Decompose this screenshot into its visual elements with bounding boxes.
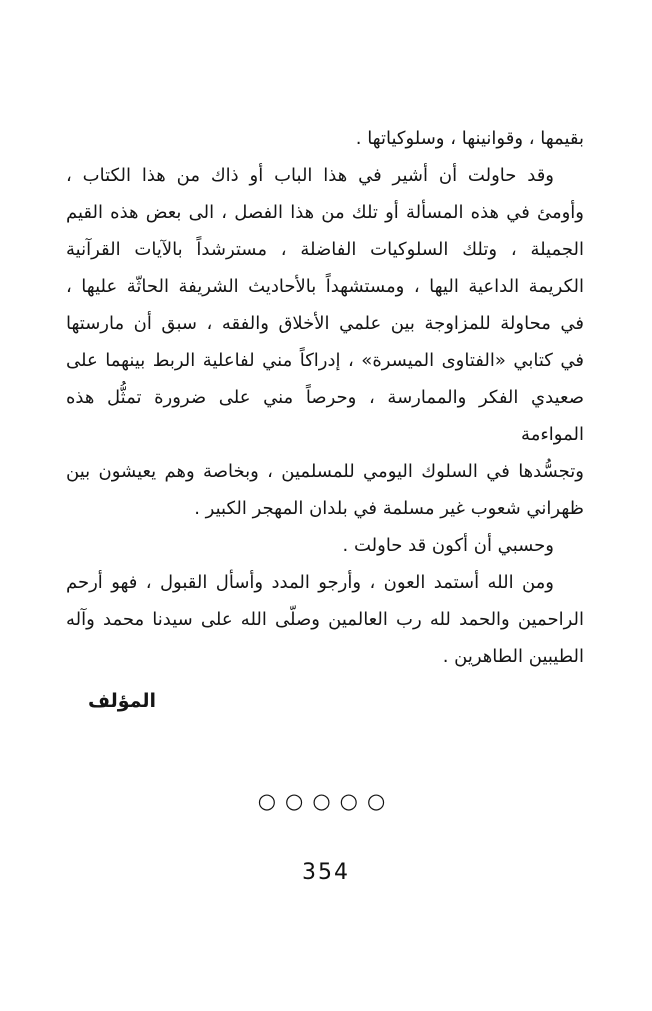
text-line: الكريمة الداعية اليها ، ومستشهداً بالأحاديث الشريفة الحاثّة عليها ، <box>66 276 584 297</box>
body-text <box>66 120 584 675</box>
ornament-circles: ○○○○○ <box>257 789 395 813</box>
text-line: في محاولة للمزاوجة بين علمي الأخلاق والفقه ، سبق أن مارستها <box>66 313 584 334</box>
text-line: صعيدي الفكر والممارسة ، وحرصاً مني على ضرورة تمثُّل هذه المواءمة <box>66 387 584 445</box>
text-line: الراحمين والحمد لله رب العالمين وصلّى الله على سيدنا محمد وآله <box>66 609 584 630</box>
author-signature: المؤلف <box>88 690 157 712</box>
text-line: الطيبين الطاهرين . <box>442 646 584 667</box>
text-line: في كتابي «الفتاوى الميسرة» ، إدراكاً مني لفاعلية الربط بينهما على <box>66 350 584 371</box>
paragraph-3 <box>66 527 584 564</box>
text-line: وحسبي أن أكون قد حاولت . <box>342 535 554 556</box>
page-number: 354 <box>302 860 350 885</box>
text-line: الجميلة ، وتلك السلوكيات الفاضلة ، مسترشداً بالآيات القرآنية <box>66 239 584 260</box>
text-line: وأومئ في هذه المسألة أو تلك من هذا الفصل ، الى بعض هذه القيم <box>66 202 584 223</box>
text-line: وقد حاولت أن أشير في هذا الباب أو ذاك من هذا الكتاب ، <box>66 165 554 186</box>
paragraph-2 <box>66 157 584 527</box>
text-line: بقيمها ، وقوانينها ، وسلوكياتها . <box>355 128 584 149</box>
text-line: ظهراني شعوب غير مسلمة في بلدان المهجر الكبير . <box>194 498 584 519</box>
text-line: ومن الله أستمد العون ، وأرجو المدد وأسأل القبول ، فهو أرحم <box>66 572 554 593</box>
text-line: وتجسُّدها في السلوك اليومي للمسلمين ، وبخاصة وهم يعيشون بين <box>66 461 584 482</box>
paragraph-1 <box>66 120 584 157</box>
paragraph-4 <box>66 564 584 675</box>
